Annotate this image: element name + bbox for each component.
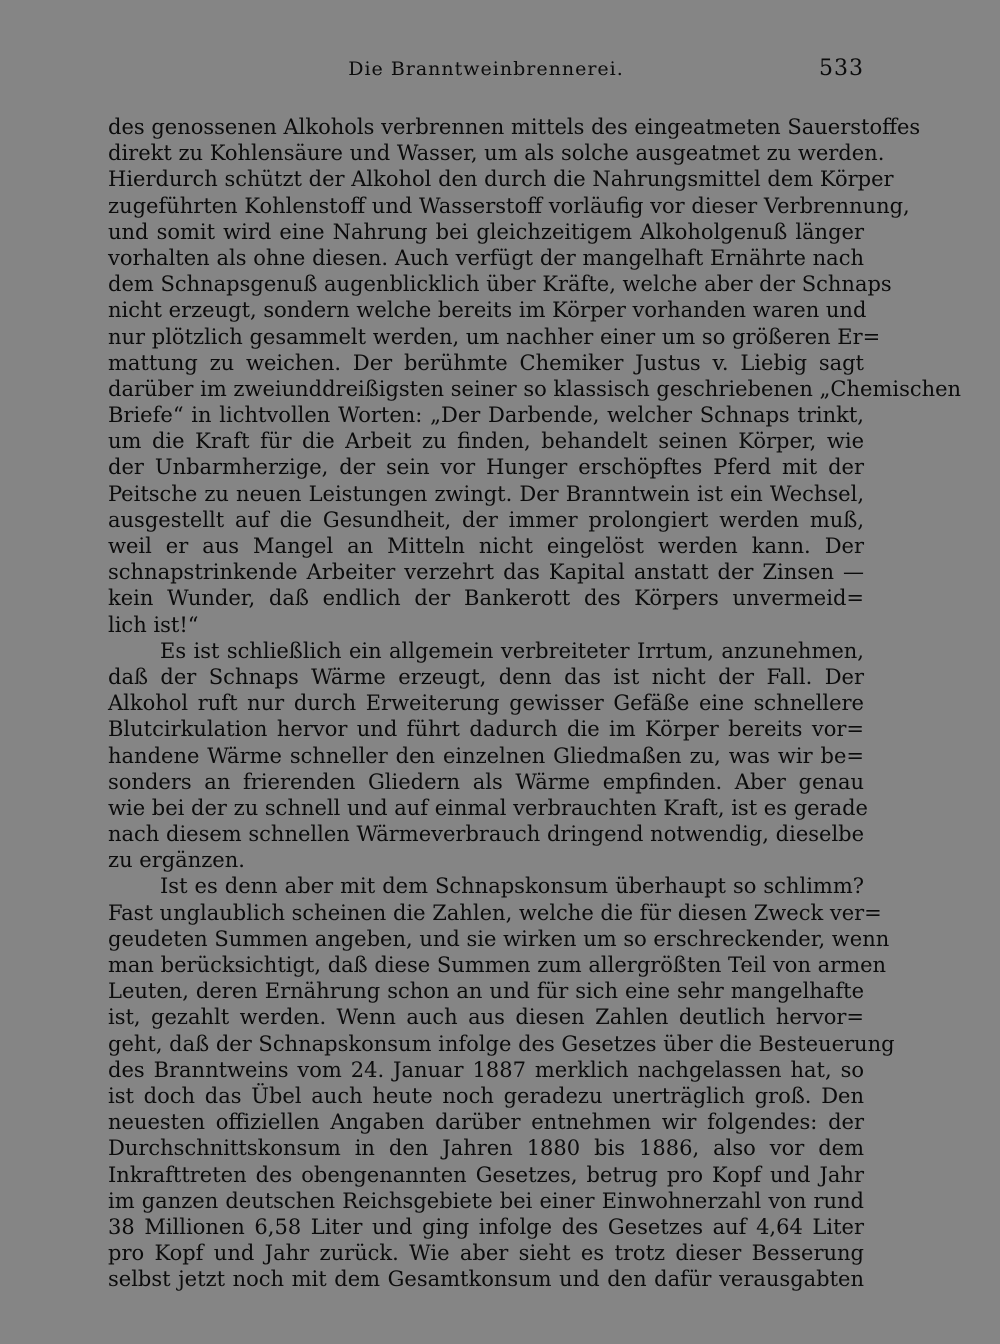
body-text [108,114,962,1292]
text-line: schnapstrinkende Arbeiter verzehrt das Kapital anstatt der Zinsen — [108,560,864,585]
text-line: zugeführten Kohlenstoff und Wasserstoff vorläufig vor dieser Verbrennung, [108,193,910,218]
text-line: ist doch das Übel auch heute noch geradezu unerträglich groß. Den [108,1083,864,1108]
text-line: 38 Millionen 6,58 Liter und ging infolge des Gesetzes auf 4,64 Liter [108,1214,864,1239]
text-line: Es ist schließlich ein allgemein verbreiteter Irrtum, anzunehmen, [160,638,864,663]
text-line: lich ist!“ [108,612,199,637]
text-line: geht, daß der Schnapskonsum infolge des Gesetzes über die Besteuerung [108,1031,895,1056]
text-line: Leuten, deren Ernährung schon an und für sich eine sehr mangelhafte [108,979,864,1004]
text-line: mattung zu weichen. Der berühmte Chemiker Justus v. Liebig sagt [108,350,864,375]
text-line: des Branntweins vom 24. Januar 1887 merklich nachgelassen hat, so [108,1057,864,1082]
text-line: Hierdurch schützt der Alkohol den durch die Nahrungsmittel dem Körper [108,167,894,192]
text-line: neuesten offiziellen Angaben darüber entnehmen wir folgendes: der [108,1110,864,1135]
text-line: Inkrafttreten des obengenannten Gesetzes, betrug pro Kopf und Jahr [108,1162,864,1187]
text-line: darüber im zweiunddreißigsten seiner so klassisch geschriebenen „Chemischen [108,376,962,401]
running-header [108,56,864,86]
text-line: und somit wird eine Nahrung bei gleichzeitigem Alkoholgenuß länger [108,219,864,244]
text-line: kein Wunder, daß endlich der Bankerott des Körpers unvermeid= [108,586,864,611]
text-line: Fast unglaublich scheinen die Zahlen, welche die für diesen Zweck ver= [108,900,882,925]
page-number: 533 [819,56,864,81]
text-line: nach diesem schnellen Wärmeverbrauch dringend notwendig, dieselbe [108,822,865,847]
text-line: dem Schnapsgenuß augenblicklich über Kräfte, welche aber der Schnaps [108,272,892,297]
text-line: Durchschnittskonsum in den Jahren 1880 bis 1886, also vor dem [108,1136,864,1161]
text-line: handene Wärme schneller den einzelnen Gliedmaßen zu, was wir be= [108,743,864,768]
text-line: pro Kopf und Jahr zurück. Wie aber sieht es trotz dieser Besserung [108,1241,864,1266]
text-line: ist, gezahlt werden. Wenn auch aus diesen Zahlen deutlich hervor= [108,1005,864,1030]
text-line: zu ergänzen. [108,848,245,873]
text-line: wie bei der zu schnell und auf einmal verbrauchten Kraft, ist es gerade [108,795,868,820]
text-line: um die Kraft für die Arbeit zu finden, behandelt seinen Körper, wie [108,429,864,454]
text-line: sonders an frierenden Gliedern als Wärme empfinden. Aber genau [108,769,864,794]
text-line: ausgestellt auf die Gesundheit, der immer prolongiert werden muß, [108,507,864,532]
text-line: direkt zu Kohlensäure und Wasser, um als solche ausgeatmet zu werden. [108,141,885,166]
text-line: im ganzen deutschen Reichsgebiete bei einer Einwohnerzahl von rund [108,1188,864,1213]
paragraph [108,114,962,638]
text-line: geudeten Summen angeben, und sie wirken um so erschreckender, wenn [108,926,890,951]
text-line: vorhalten als ohne diesen. Auch verfügt der mangelhaft Ernährte nach [108,245,864,270]
text-line: selbst jetzt noch mit dem Gesamtkonsum und den dafür verausgabten [108,1267,864,1292]
text-line: der Unbarmherzige, der sein vor Hunger erschöpftes Pferd mit der [108,455,864,480]
text-line: man berücksichtigt, daß diese Summen zum allergrößten Teil von armen [108,953,887,977]
paragraph [108,638,868,874]
text-line: Alkohol ruft nur durch Erweiterung gewisser Gefäße eine schnellere [108,691,864,716]
text-line: nicht erzeugt, sondern welche bereits im Körper vorhanden waren und [108,298,867,323]
text-line: Blutcirkulation hervor und führt dadurch die im Körper bereits vor= [108,717,864,742]
text-line: des genossenen Alkohols verbrennen mittels des eingeatmeten Sauerstoffes [108,115,921,139]
paragraph [108,873,895,1292]
running-title: Die Branntweinbrennerei. [348,58,624,80]
text-line: daß der Schnaps Wärme erzeugt, denn das ist nicht der Fall. Der [108,664,864,689]
text-line: Briefe“ in lichtvollen Worten: „Der Darbende, welcher Schnaps trinkt, [108,403,864,428]
text-line: Ist es denn aber mit dem Schnapskonsum überhaupt so schlimm? [160,874,864,899]
text-line: Peitsche zu neuen Leistungen zwingt. Der Branntwein ist ein Wechsel, [108,481,864,506]
paragraphs [108,114,962,1292]
text-line: nur plötzlich gesammelt werden, um nachher einer um so größeren Er= [108,324,881,349]
text-line: weil er aus Mangel an Mitteln nicht eingelöst werden kann. Der [108,534,864,558]
